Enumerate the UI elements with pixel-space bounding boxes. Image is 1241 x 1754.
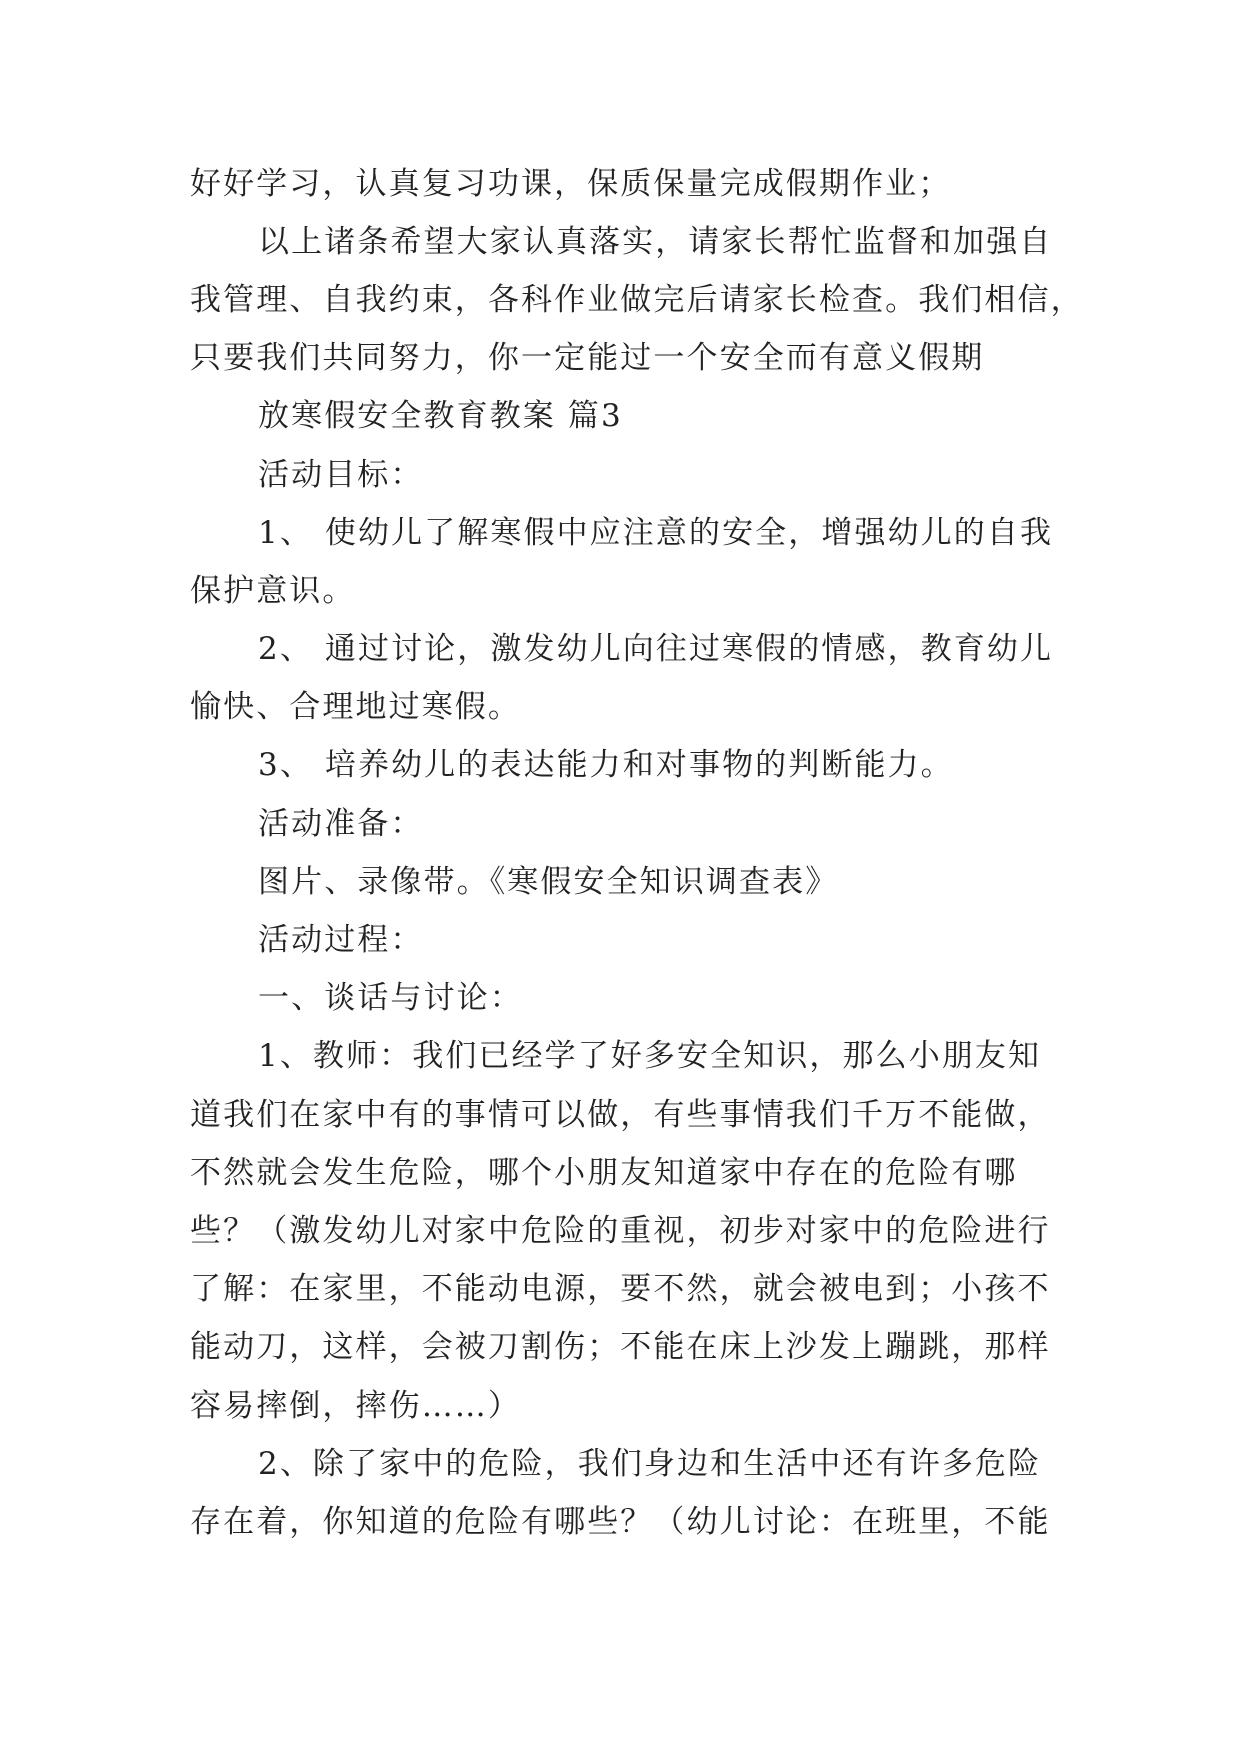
text-line: 容易摔倒，摔伤……） [190,1387,521,1424]
text-line: 活动过程： [258,922,424,959]
text-line: 以上诸条希望大家认真落实，请家长帮忙监督和加强自 [258,223,1053,260]
text-line: 道我们在家中有的事情可以做，有些事情我们千万不能做， [190,1096,1051,1133]
text-line: 保护意识。 [190,572,356,609]
text-line: 2、除了家中的危险，我们身边和生活中还有许多危险 [258,1445,1042,1482]
text-line: 放寒假安全教育教案 篇3 [258,398,623,435]
text-line: 1、教师：我们已经学了好多安全知识，那么小朋友知 [258,1038,1042,1075]
text-line: 了解：在家里，不能动电源，要不然，就会被电到；小孩不 [190,1271,1051,1308]
text-line: 些？（激发幼儿对家中危险的重视，初步对家中的危险进行 [190,1212,1051,1249]
text-line: 1、 使幼儿了解寒假中应注意的安全，增强幼儿的自我 [258,514,1054,551]
text-line: 存在着，你知道的危险有哪些？（幼儿讨论：在班里，不能 [190,1503,1051,1540]
text-line: 愉快、合理地过寒假。 [190,689,521,726]
text-line: 我管理、自我约束，各科作业做完后请家长检查。我们相信， [190,281,1084,318]
text-line: 一、谈话与讨论： [258,980,523,1017]
text-line: 图片、录像带。《寒假安全知识调查表》 [258,863,839,900]
text-line: 3、 培养幼儿的表达能力和对事物的判断能力。 [258,747,954,784]
text-line: 只要我们共同努力，你一定能过一个安全而有意义假期 [190,340,985,377]
text-line: 好好学习，认真复习功课，保质保量完成假期作业； [190,165,952,202]
text-line: 能动刀，这样，会被刀割伤；不能在床上沙发上蹦跳，那样 [190,1329,1051,1366]
text-line: 2、 通过讨论，激发幼儿向往过寒假的情感，教育幼儿 [258,631,1054,668]
text-line: 活动准备： [258,805,424,842]
text-line: 不然就会发生危险，哪个小朋友知道家中存在的危险有哪 [190,1154,1018,1191]
text-line: 活动目标： [258,456,424,493]
document-body [190,155,1084,1552]
